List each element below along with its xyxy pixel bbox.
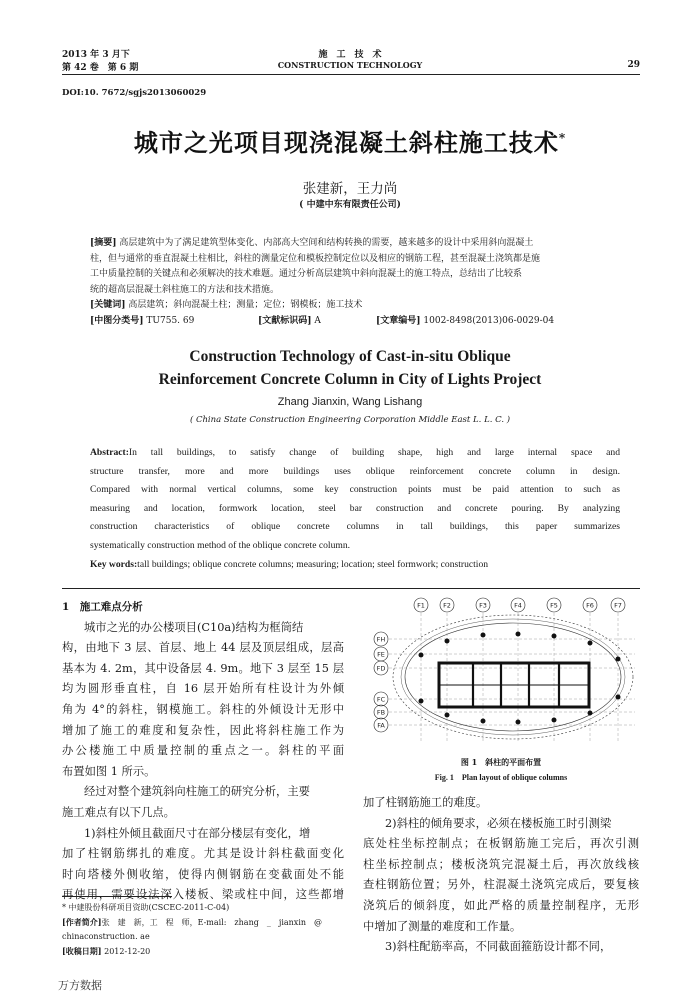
- issue-date: 2013 年 3 月下: [62, 50, 130, 60]
- axis-label-top: F6: [586, 601, 594, 610]
- axis-label-top: F1: [417, 601, 425, 610]
- author-bio-label: [作者简介]: [62, 917, 102, 927]
- title-en: [0, 345, 700, 391]
- section1-para1: 城市之光的办公楼项目(C10a)结构为框筒结 构，由地下 3 层、首层、地上 44 层及顶层组成，层高 基本为 4. 2m，其中设备层 4. 9m。地下 3 层至 15 层 均为圆形垂直柱，自 16 层开始所有柱设计为外倾 角为 4°的斜柱，钢模施工。斜柱的外倾设计无形中 增加了施工的难度和复杂性，因此将斜柱施工作为 办公楼施工中质量控制的重点之一。斜柱的平面 布置如图 1 所示。: [62, 620, 344, 778]
- abstract-en-line: structure transfer, more and more buildings uses oblique reinforcement concrete column in design.: [90, 465, 620, 477]
- abstract-cn: [90, 236, 620, 330]
- author-email-cont: chinaconstruction. ae: [62, 932, 150, 941]
- title-cn: [0, 123, 700, 158]
- funding-note: * 中建股份科研项目资助(CSCEC-2011-C-04): [62, 903, 230, 912]
- abstract-en-line: measuring and location, formwork location, steel bar construction and concrete pouring. By analyzing: [90, 502, 620, 514]
- clc-label: [中图分类号]: [90, 315, 144, 326]
- axis-label-top: F4: [514, 601, 522, 610]
- abstract-cn-line: [摘要] 高层建筑中为了满足建筑型体变化、内部高大空间和结构转换的需要，越来越多的设计中采用斜向混凝土: [90, 238, 534, 248]
- classification-row: [90, 314, 620, 330]
- authors-cn: 张建新，王力尚: [302, 181, 398, 197]
- axis-label-top: F2: [443, 601, 451, 610]
- doc-code-value: A: [314, 315, 321, 326]
- axis-label-left: FC: [376, 695, 386, 704]
- left-column: [62, 597, 344, 906]
- axis-label-left: FE: [377, 650, 385, 659]
- abstract-en-line: construction characteristics of oblique concrete columns in tall buildings, this paper summarizes: [90, 521, 620, 533]
- abstract-cn-label: [摘要]: [90, 238, 117, 248]
- abstract-en-line: Compared with normal vertical columns, some key construction points must be paid attention to such as: [90, 484, 620, 496]
- plan-layout-drawing: [363, 597, 639, 749]
- keywords-en: Key words:tall buildings; oblique concrete columns; measuring; location; steel formwork; construction: [90, 558, 489, 570]
- section1-para3: 1)斜柱外倾且截面尺寸在部分楼层有变化，增 加了柱钢筋绑扎的难度。尤其是设计斜柱截面变化 时向塔楼外侧收缩，使得内侧钢筋在变截面处不能 再使用，需要设法深入楼板、梁或柱中间，这些都增: [62, 826, 344, 902]
- axis-label-top: F3: [479, 601, 487, 610]
- axis-label-left: FD: [376, 664, 386, 673]
- affiliation-en: ( China State Construction Engineering Corporation Middle East L. L. C. ): [189, 415, 511, 425]
- figure-1: [363, 597, 639, 749]
- author-bio: 张 建 新，工 程 师，E-mail: zhang _ jianxin @: [101, 918, 323, 927]
- figure-caption-en: Fig. 1 Plan layout of oblique columns: [434, 773, 568, 782]
- doi: DOI:10. 7672/sgjs2013060029: [62, 88, 207, 98]
- header-rule: [62, 74, 640, 75]
- abstract-rule: [62, 588, 640, 589]
- axis-label-left: FA: [377, 721, 385, 730]
- affiliation-cn: ( 中建中东有限责任公司): [299, 200, 401, 210]
- journal-name-cn: 施 工 技 术: [318, 50, 382, 60]
- keywords-cn: [关键词] 高层建筑；斜向混凝土柱；测量；定位；钢模板；施工技术: [90, 300, 363, 311]
- journal-name-en: CONSTRUCTION TECHNOLOGY: [277, 60, 423, 70]
- figure-caption-cn: 图 1 斜柱的平面布置: [460, 757, 542, 767]
- clc-value: TU755. 69: [146, 315, 195, 326]
- page-number: 29: [627, 60, 640, 70]
- doc-code-label: [文献标识码]: [258, 315, 312, 326]
- section1-para2: 经过对整个建筑斜向柱施工的研究分析，主要 施工难点有以下几点。: [62, 785, 310, 819]
- keywords-en-label: Key words:: [90, 558, 138, 570]
- article-number-value: 1002-8498(2013)06-0029-04: [423, 315, 555, 326]
- title-cn-text: 城市之光项目现浇混凝土斜柱施工技术: [133, 128, 559, 157]
- authors-en: Zhang Jianxin, Wang Lishang: [277, 396, 423, 408]
- keywords-cn-label: [关键词]: [90, 300, 126, 311]
- title-en-line: Construction Technology of Cast-in-situ Oblique: [189, 348, 511, 365]
- abstract-cn-line: 工中质量控制的关键点和必须解决的技术难题。通过分析高层建筑中斜向混凝土的施工特点，总结出了比较系: [90, 269, 523, 280]
- axis-label-top: F5: [550, 601, 558, 610]
- received-label: [收稿日期]: [62, 946, 102, 956]
- section-number: 1: [62, 601, 70, 613]
- section-1-heading: [62, 597, 344, 618]
- abstract-en: [90, 444, 620, 574]
- title-footnote-mark: *: [558, 131, 567, 145]
- axis-label-left: FB: [376, 708, 386, 717]
- abstract-en-label: Abstract:: [90, 447, 129, 458]
- abstract-cn-line: 统的超高层混凝土斜柱施工的方法和技术措施。: [90, 284, 280, 295]
- abstract-cn-line: 柱，但与通常的垂直混凝土柱相比，斜柱的测量定位和模板控制定位以及相应的钢筋工程，甚至混凝土浇筑都是施: [90, 253, 541, 264]
- title-en-line: Reinforcement Concrete Column in City of Lights Project: [158, 371, 542, 388]
- watermark: 万方数据: [58, 979, 102, 992]
- footnote-rule: [62, 896, 172, 897]
- volume-issue: 第 42 卷 第 6 期: [62, 63, 139, 73]
- article-number-label: [文章编号]: [376, 315, 421, 326]
- axis-label-top: F7: [614, 601, 622, 610]
- section-title: 施工难点分析: [79, 601, 143, 613]
- continued-line: 加了柱钢筋施工的难度。: [363, 796, 488, 809]
- abstract-en-line: systematically construction method of the oblique concrete column.: [90, 539, 351, 551]
- received-date: 2012-12-20: [104, 947, 151, 956]
- abstract-en-line: Abstract:In tall buildings, to satisfy change of building shape, high and large internal space and: [90, 447, 620, 458]
- footnotes: [62, 901, 344, 959]
- axis-label-left: FH: [376, 635, 386, 644]
- right-column: 加了柱钢筋施工的难度。 2)斜柱的倾角要求，必须在楼板施工时引测梁 底处柱坐标控制点；在板钢筋施工完后，再次引测 柱坐标控制点；楼板浇筑完混凝土后，再次放线核 查柱钢筋位置；另外，柱混凝土浇筑完成后，要复核 浇筑后的倾斜度，如此严格的质量控制程序，无形 中增加了测量的难度和工作量。 3)斜柱配筋率高，不同截面箍筋设计都不同，: [363, 793, 639, 958]
